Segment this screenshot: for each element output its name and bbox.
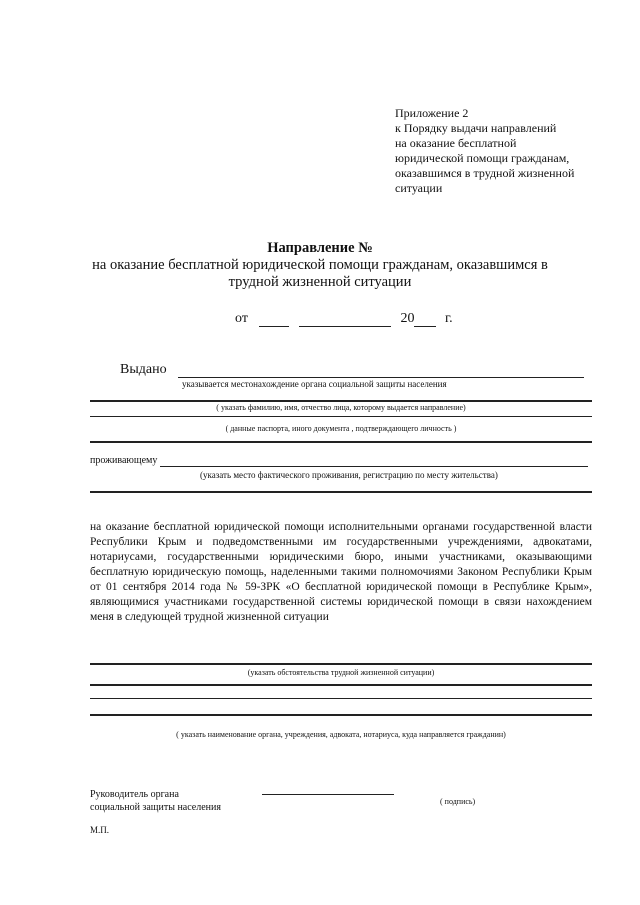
head-line2: социальной защиты населения bbox=[90, 802, 221, 813]
signature-field[interactable] bbox=[262, 794, 394, 795]
residence-field[interactable] bbox=[160, 466, 588, 467]
appendix-line: юридической помощи гражданам, bbox=[395, 151, 570, 165]
head-label bbox=[90, 788, 221, 814]
residence-caption: (указать место фактического проживания, регистрацию по месту жительства) bbox=[200, 470, 498, 480]
fio-field[interactable] bbox=[90, 400, 592, 402]
issued-field[interactable] bbox=[178, 377, 584, 378]
passport-caption: ( данные паспорта, иного документа , подтверждающего личность ) bbox=[225, 424, 457, 433]
month-field[interactable] bbox=[299, 313, 391, 327]
circumstances-field-2[interactable] bbox=[90, 684, 592, 686]
date-row bbox=[235, 311, 453, 327]
head-line1: Руководитель органа bbox=[90, 789, 179, 800]
appendix-block bbox=[395, 106, 574, 196]
document-title: Направление № bbox=[267, 240, 373, 256]
body-paragraph: на оказание бесплатной юридической помощи исполнительными органами государственной власти Республики Крым и подведомственными им государственными учреждениями, адвокатами, нотариусами, государственными юридическими бюро, иными участниками, оказывающими бесплатную юридическую помощь, наделенными такими полномочиями Законом Республики Крым от 01 сентября 2014 года № 59-ЗРК «О бесплатной юридической помощи в Республике Крым», являющимися участниками государственной системы юридической помощи в связи нахождением меня в следующей трудной жизненной ситуации bbox=[90, 521, 592, 623]
document-subtitle-line2: трудной жизненной ситуации bbox=[228, 274, 412, 290]
circumstances-field-3[interactable] bbox=[90, 698, 592, 699]
appendix-line: оказавшимся в трудной жизненной bbox=[395, 166, 575, 180]
stamp-place-label: М.П. bbox=[90, 825, 110, 835]
appendix-line: на оказание бесплатной bbox=[395, 136, 517, 150]
day-field[interactable] bbox=[259, 313, 289, 327]
year-prefix: 20 bbox=[400, 311, 415, 326]
residing-label: проживающему bbox=[90, 455, 158, 466]
fio-underline bbox=[90, 416, 592, 417]
appendix-line: Приложение 2 bbox=[395, 106, 469, 120]
year-suffix: г. bbox=[444, 311, 453, 326]
appendix-line: ситуации bbox=[395, 181, 443, 195]
year-field[interactable] bbox=[414, 313, 436, 327]
organization-caption: ( указать наименование органа, учреждения, адвоката, нотариуса, куда направляется гражданин) bbox=[176, 730, 506, 739]
passport-field[interactable] bbox=[90, 441, 592, 443]
fio-caption: ( указать фамилию, имя, отчество лица, которому выдается направление) bbox=[216, 403, 466, 412]
issued-label: Выдано bbox=[120, 362, 167, 377]
issued-caption: указывается местонахождение органа социальной защиты населения bbox=[182, 379, 447, 389]
date-from-label: от bbox=[235, 311, 248, 326]
appendix-line: к Порядку выдачи направлений bbox=[395, 121, 557, 135]
circumstances-field[interactable] bbox=[90, 663, 592, 665]
document-subtitle-line1: на оказание бесплатной юридической помощи гражданам, оказавшимся в bbox=[92, 257, 548, 273]
signature-caption: ( подпись) bbox=[440, 797, 476, 806]
circumstances-caption: (указать обстоятельства трудной жизненной ситуации) bbox=[247, 668, 435, 677]
organization-field[interactable] bbox=[90, 714, 592, 716]
residence-field-2[interactable] bbox=[90, 491, 592, 493]
